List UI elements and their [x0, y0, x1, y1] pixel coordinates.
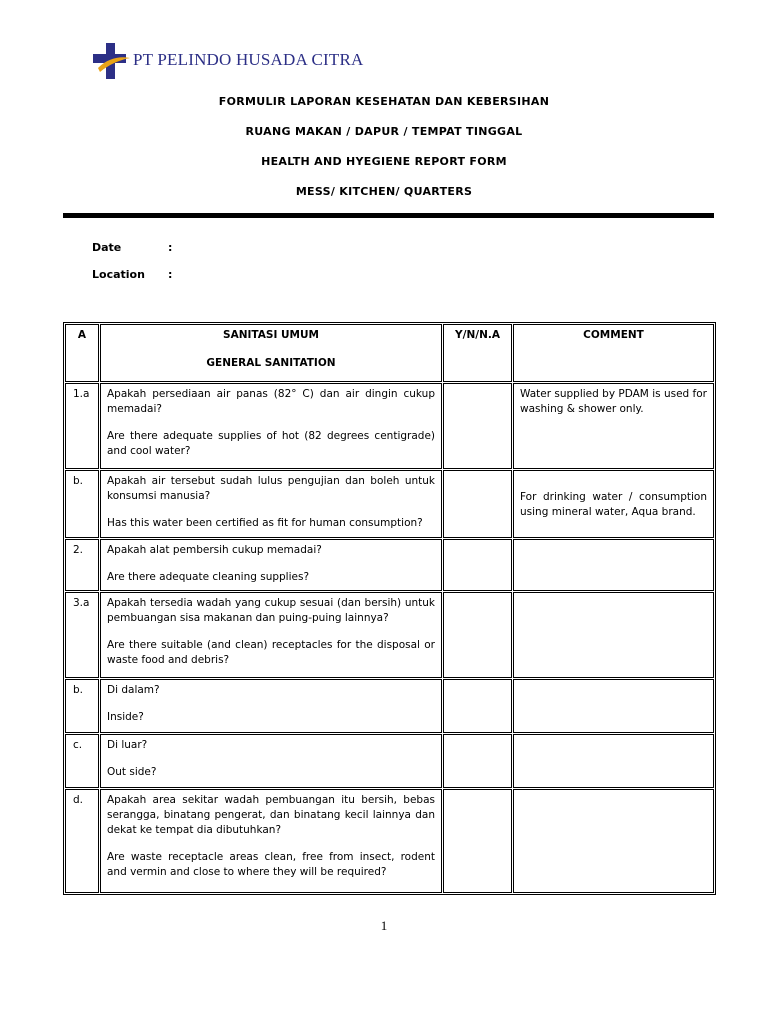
question-english: Are there adequate cleaning supplies? — [107, 571, 310, 583]
question-english: Are waste receptacle areas clean, free from insect, rodent and vermin and close to where they will be required? — [107, 851, 435, 878]
section-title-header — [100, 324, 442, 382]
title-line-4: MESS/ KITCHEN/ QUARTERS — [295, 185, 473, 198]
comment-cell[interactable] — [513, 789, 714, 893]
row-id: c. — [65, 734, 99, 788]
row-id: 3.a — [65, 592, 99, 678]
answer-cell[interactable] — [443, 383, 512, 469]
section-header: A — [65, 324, 99, 382]
comment-cell[interactable] — [513, 734, 714, 788]
comment-cell[interactable] — [513, 679, 714, 733]
row-question — [100, 592, 442, 678]
table-row — [65, 734, 714, 788]
question-english: Out side? — [107, 766, 157, 778]
question-english: Inside? — [107, 711, 144, 723]
question-indonesian: Apakah air tersebut sudah lulus pengujian dan boleh untuk konsumsi manusia? — [107, 475, 435, 502]
answer-cell[interactable] — [443, 539, 512, 591]
table-row — [65, 470, 714, 538]
title-line-3: HEALTH AND HYEGIENE REPORT FORM — [261, 155, 507, 168]
date-separator: : — [168, 241, 173, 254]
row-question — [100, 470, 442, 538]
section-title-en: GENERAL SANITATION — [206, 357, 336, 369]
row-id: 1.a — [65, 383, 99, 469]
location-separator: : — [168, 268, 173, 281]
row-question — [100, 539, 442, 591]
date-field — [92, 241, 172, 254]
question-indonesian: Apakah tersedia wadah yang cukup sesuai (dan bersih) untuk pembuangan sisa makanan dan puing-puing lainnya? — [107, 597, 435, 624]
answer-cell[interactable] — [443, 789, 512, 893]
comment-cell[interactable] — [513, 539, 714, 591]
row-id: 2. — [65, 539, 99, 591]
row-id: b. — [65, 679, 99, 733]
question-indonesian: Di luar? — [107, 739, 148, 751]
row-question — [100, 383, 442, 469]
title-line-1: FORMULIR LAPORAN KESEHATAN DAN KEBERSIHAN — [218, 95, 550, 108]
table-row — [65, 679, 714, 733]
question-indonesian: Apakah area sekitar wadah pembuangan itu bersih, bebas serangga, binatang pengerat, dan binatang kecil lainnya dan dekat ke tempat dia dibutuhkan? — [107, 794, 435, 836]
question-indonesian: Apakah alat pembersih cukup memadai? — [107, 544, 322, 556]
answer-cell[interactable] — [443, 592, 512, 678]
location-field — [92, 268, 172, 281]
row-id: d. — [65, 789, 99, 893]
row-question — [100, 679, 442, 733]
row-question — [100, 734, 442, 788]
row-question — [100, 789, 442, 893]
answer-cell[interactable] — [443, 734, 512, 788]
sanitation-table — [63, 322, 716, 895]
table-header-row — [65, 324, 714, 382]
question-english: Has this water been certified as fit for human consumption? — [107, 517, 423, 529]
row-id: b. — [65, 470, 99, 538]
comment-cell[interactable]: For drinking water / consumption using mineral water, Aqua brand. — [513, 470, 714, 538]
section-title-id: SANITASI UMUM — [223, 329, 319, 341]
location-label: Location — [92, 268, 145, 281]
question-english: Are there suitable (and clean) receptacles for the disposal or waste food and debris? — [107, 639, 435, 666]
page-number: 1 — [380, 918, 388, 933]
cross-logo-icon — [92, 42, 132, 82]
table-row — [65, 789, 714, 893]
question-english: Are there adequate supplies of hot (82 degrees centigrade) and cool water? — [107, 430, 435, 457]
title-line-2: RUANG MAKAN / DAPUR / TEMPAT TINGGAL — [245, 125, 523, 138]
question-indonesian: Apakah persediaan air panas (82° C) dan air dingin cukup memadai? — [107, 388, 435, 415]
answer-cell[interactable] — [443, 679, 512, 733]
comment-cell[interactable]: Water supplied by PDAM is used for washing & shower only. — [513, 383, 714, 469]
ynna-header: Y/N/N.A — [443, 324, 512, 382]
comment-cell[interactable] — [513, 592, 714, 678]
answer-cell[interactable] — [443, 470, 512, 538]
table-row — [65, 383, 714, 469]
comment-header: COMMENT — [513, 324, 714, 382]
header-divider — [63, 213, 714, 218]
company-logo — [92, 42, 382, 82]
table-row — [65, 539, 714, 591]
form-titles — [0, 94, 768, 214]
company-name: PT PELINDO HUSADA CITRA — [133, 50, 364, 69]
table-row — [65, 592, 714, 678]
question-indonesian: Di dalam? — [107, 684, 160, 696]
date-label: Date — [92, 241, 122, 254]
